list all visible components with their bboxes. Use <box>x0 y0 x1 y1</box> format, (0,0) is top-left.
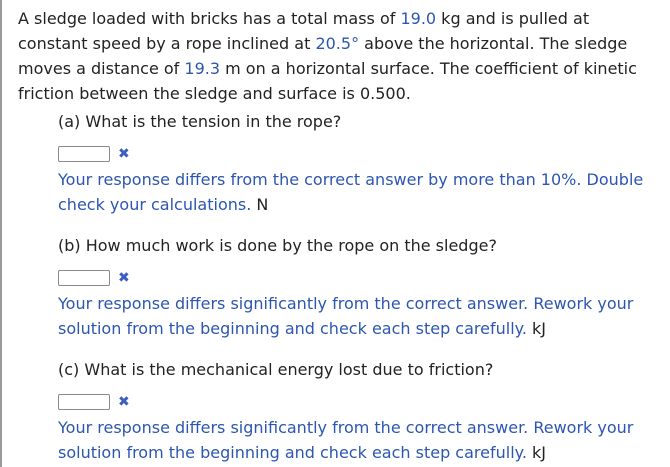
incorrect-icon: ✖ <box>118 394 130 410</box>
part-c-answer-row <box>58 392 658 412</box>
part-a-answer-row <box>58 144 658 164</box>
part-b-unit: kJ <box>532 319 546 338</box>
part-a <box>58 111 658 217</box>
problem-text-4: m on a horizontal surface. The coefficient of kinetic friction between the sledge and surface is 0.500. <box>18 59 637 103</box>
part-a-feedback <box>58 167 658 217</box>
part-b-feedback-text: Your response differs significantly from the correct answer. Rework your solution from the beginning and check each step carefully. <box>58 294 634 338</box>
problem-statement <box>18 6 663 106</box>
part-a-feedback-text: Your response differs from the correct answer by more than 10%. Double check your calculations. <box>58 170 644 214</box>
distance-value: 19.3 <box>184 59 221 78</box>
part-c-answer-input[interactable] <box>58 394 110 410</box>
problem-text-3: above the horizontal. The sledge moves a distance of <box>18 34 628 78</box>
part-b-answer-input[interactable] <box>58 270 110 286</box>
left-border <box>0 0 2 467</box>
angle-value: 20.5° <box>315 34 360 53</box>
problem-text-1: A sledge loaded with bricks has a total mass of <box>18 9 401 28</box>
problem-text-2: kg and is pulled at constant speed by a rope inclined at <box>18 9 590 53</box>
part-b <box>58 235 658 341</box>
part-c-unit: kJ <box>532 443 546 462</box>
mass-value: 19.0 <box>400 9 437 28</box>
part-c <box>58 359 658 465</box>
part-b-feedback <box>58 291 658 341</box>
incorrect-icon: ✖ <box>118 146 130 162</box>
part-c-question: (c) What is the mechanical energy lost due to friction? <box>58 360 494 379</box>
part-b-question: (b) How much work is done by the rope on the sledge? <box>58 236 497 255</box>
part-a-unit: N <box>256 195 269 214</box>
incorrect-icon: ✖ <box>118 270 130 286</box>
part-a-answer-input[interactable] <box>58 146 110 162</box>
part-a-question: (a) What is the tension in the rope? <box>58 112 342 131</box>
part-c-feedback <box>58 415 658 465</box>
part-b-answer-row <box>58 268 658 288</box>
part-c-feedback-text: Your response differs significantly from the correct answer. Rework your solution from the beginning and check each step carefully. <box>58 418 634 462</box>
